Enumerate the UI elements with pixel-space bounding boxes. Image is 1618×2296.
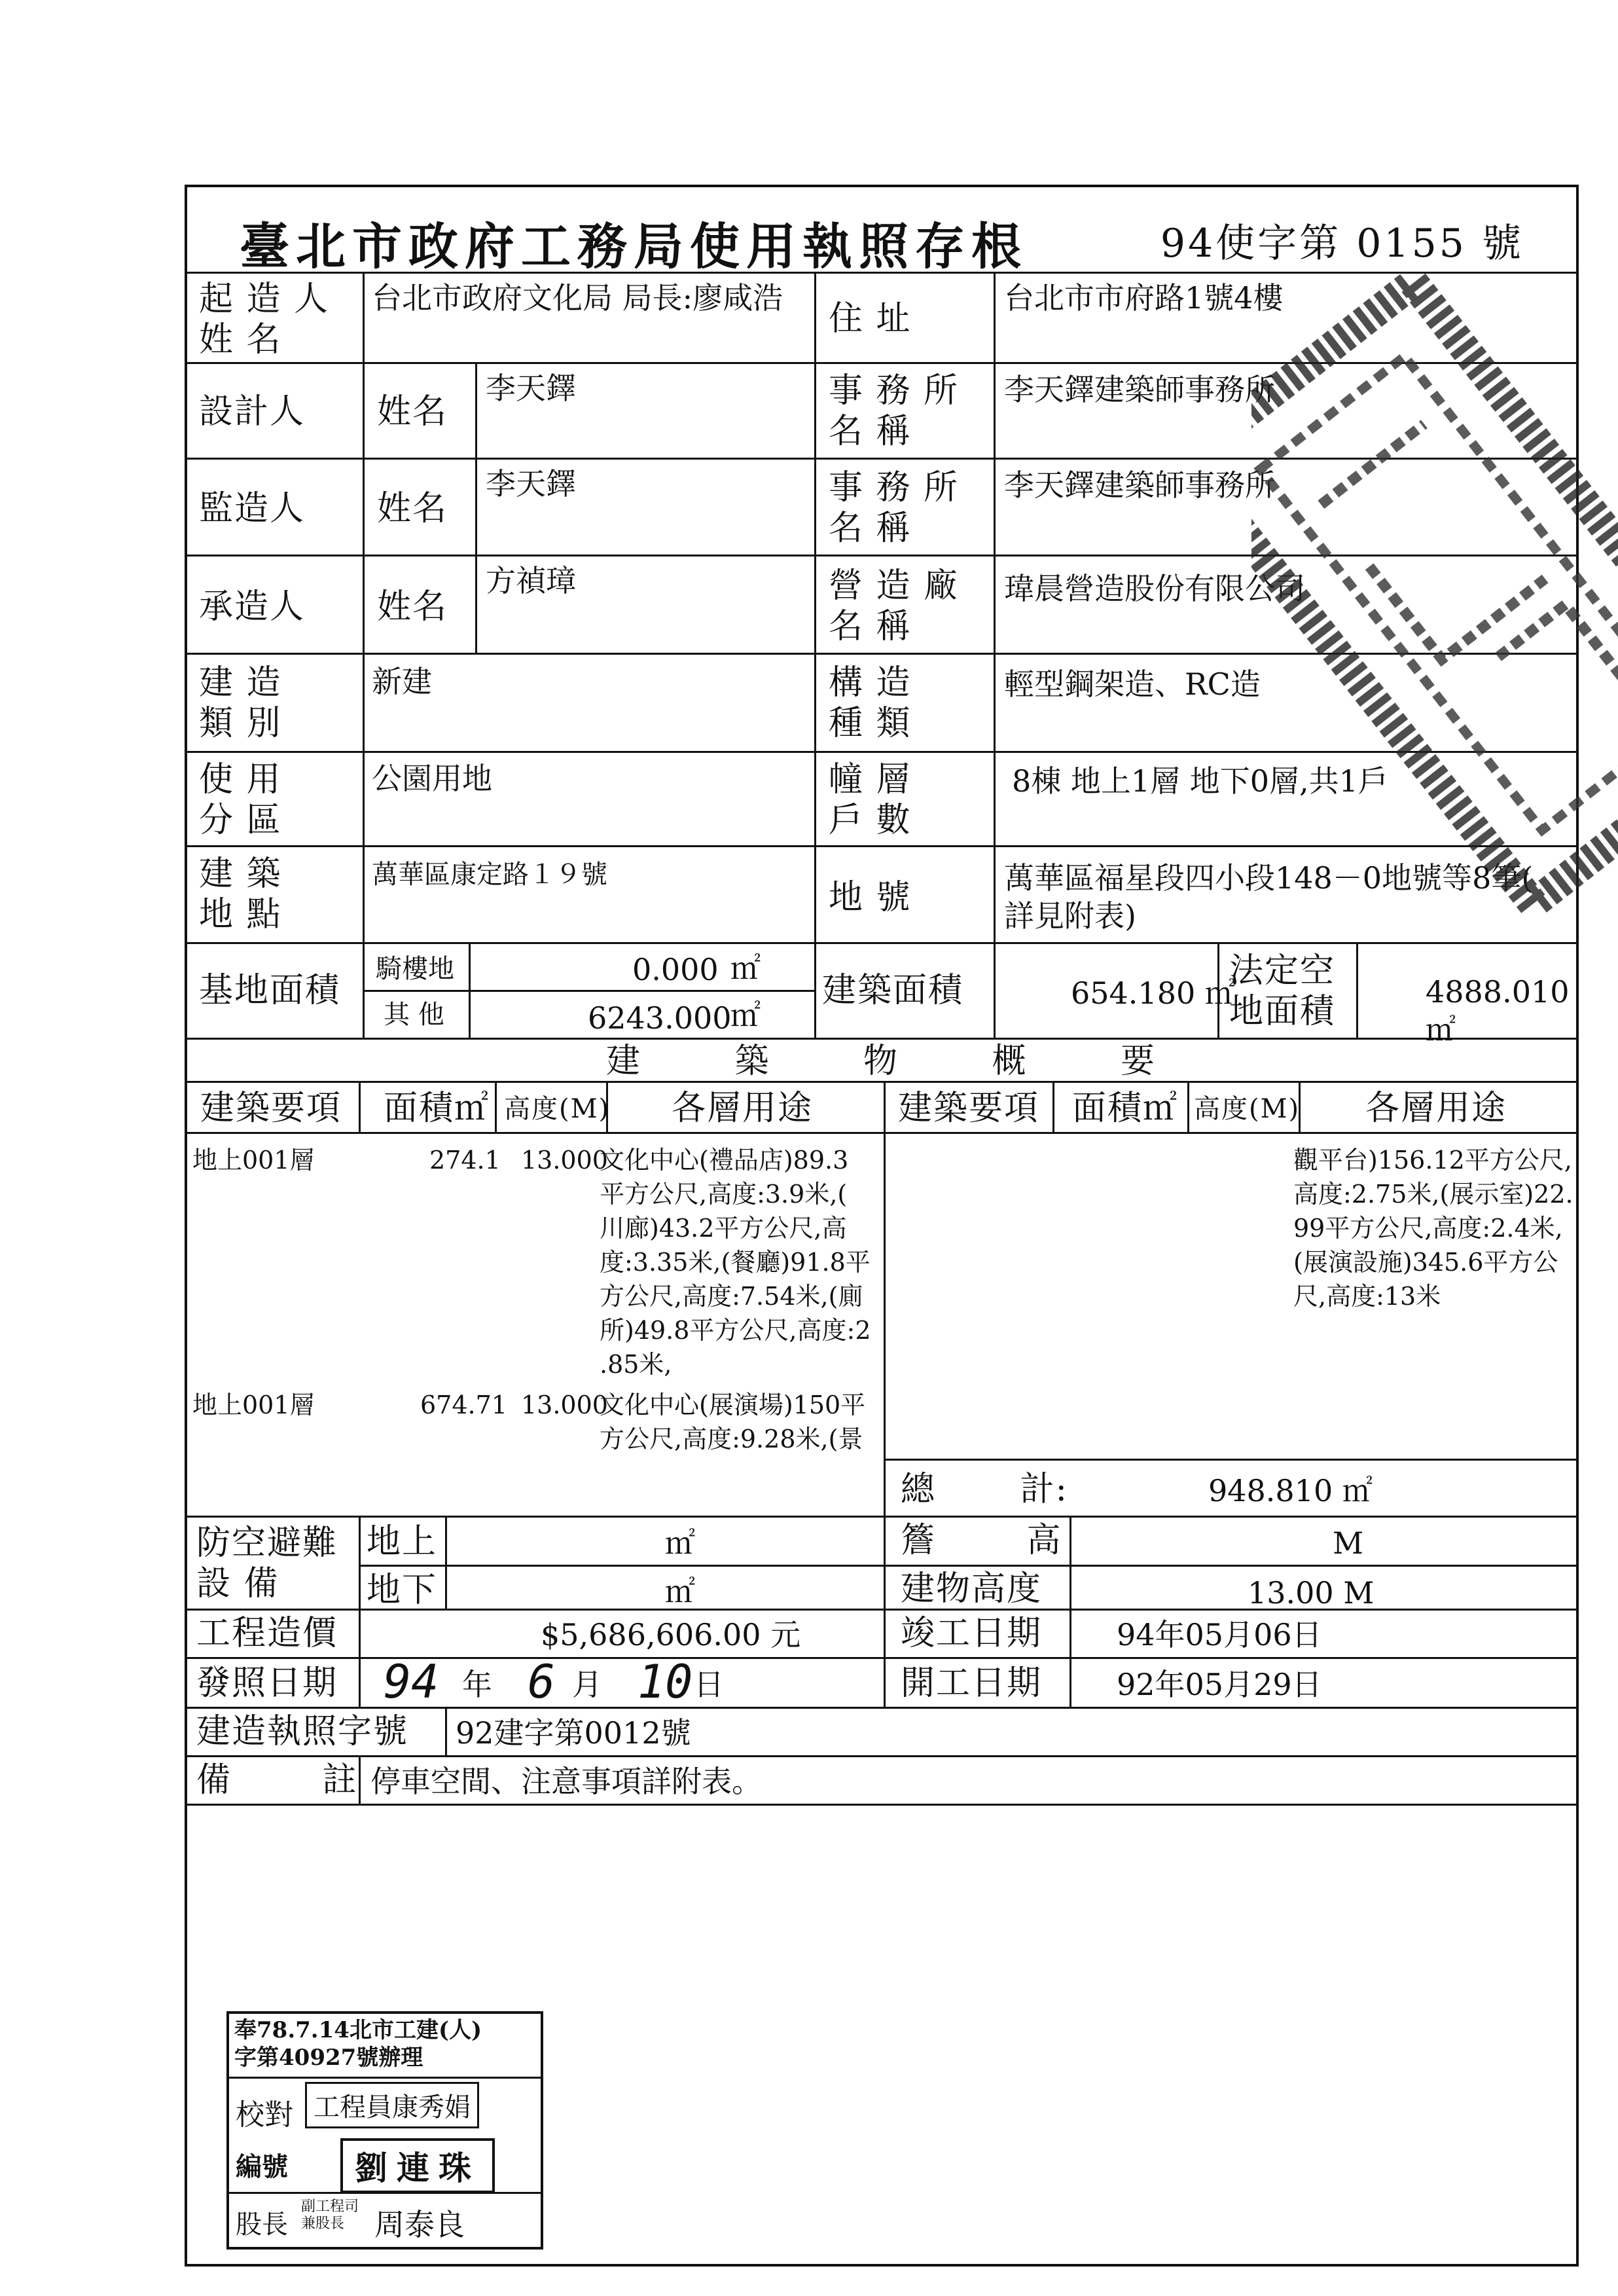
zoning-label: 使 用 分 區: [199, 760, 282, 840]
remarks-label: 備 註: [196, 1760, 358, 1800]
start-label: 開工日期: [901, 1664, 1043, 1703]
check-label: 校對: [236, 2098, 293, 2132]
shelter-below-label: 地下: [367, 1571, 438, 1610]
overview-title-row: [187, 1040, 1576, 1083]
issue-day: 10: [638, 1655, 693, 1709]
approval-stamp: [226, 2011, 543, 2250]
completion-label: 竣工日期: [901, 1614, 1043, 1653]
row-remarks: [187, 1757, 1576, 1806]
contractor-name: 方禎璋: [486, 563, 576, 598]
header-item-2: 建築要項: [898, 1089, 1040, 1128]
header-item: 建築要項: [200, 1089, 342, 1128]
designer-name-label: 姓名: [377, 392, 448, 431]
header-use-2: 各層用途: [1365, 1089, 1507, 1128]
building-height: 13.00 M: [1248, 1575, 1375, 1611]
eave-label: 簷 高: [901, 1521, 1062, 1560]
right-use-line: 高度:2.75米,(展示室)22.: [1293, 1180, 1573, 1209]
builder-label: 起 造 人 姓 名: [199, 280, 330, 359]
row1-use-line: 文化中心(禮品店)89.3: [600, 1146, 849, 1175]
supervisor-name: 李天鐸: [486, 466, 576, 501]
contractor-office: 瑋晨營造股份有限公司: [1004, 571, 1305, 606]
contractor-office-label: 營 造 廠 名 稱: [829, 566, 960, 646]
row-issue: [187, 1655, 1576, 1709]
cost-value: $5,686,606.00 元: [541, 1617, 801, 1652]
structure-label: 構 造 種 類: [829, 663, 912, 743]
row2-height: 13.000: [521, 1391, 608, 1419]
arcade-label: 騎樓地: [376, 954, 454, 984]
form-title: 臺北市政府工務局使用執照存根: [240, 217, 1028, 276]
arcade-value: 0.000: [632, 952, 719, 987]
overview-header: [187, 1083, 1576, 1134]
number-stamp: 劉連珠: [340, 2138, 495, 2193]
supervisor-office-label: 事 務 所 名 稱: [829, 468, 960, 548]
check-stamp: 工程員康秀娟: [305, 2082, 479, 2128]
row1-area: 274.1: [429, 1146, 501, 1175]
designer-office-label: 事 務 所 名 稱: [829, 371, 960, 451]
address-label: 住 址: [829, 299, 912, 338]
site-value: 萬華區康定路１９號: [372, 860, 607, 890]
right-use-line: 尺,高度:13米: [1293, 1282, 1441, 1311]
right-use-line: 99平方公尺,高度:2.4米,: [1293, 1214, 1563, 1243]
eave-height: M: [1333, 1525, 1364, 1561]
other-label: 其 他: [384, 1000, 444, 1030]
overview-title: 建 築 物 概 要: [605, 1042, 1158, 1081]
supervisor-label: 監造人: [199, 489, 306, 528]
header-area-2: 面積㎡: [1072, 1089, 1179, 1128]
lot-value: 萬華區福星段四小段148－0地號等8筆( 詳見附表): [1004, 860, 1534, 934]
floors-label: 幢 層 戶 數: [829, 760, 912, 840]
row-cost: [187, 1611, 1576, 1659]
row2-area: 674.71: [420, 1391, 507, 1419]
contractor-label: 承造人: [199, 587, 306, 627]
official-seal-imprint: [1251, 249, 1618, 936]
start-date: 92年05月29日: [1117, 1667, 1322, 1702]
right-use-continued: [1293, 1143, 1573, 1313]
row1-use: [600, 1143, 871, 1381]
completion-date: 94年05月06日: [1117, 1617, 1322, 1652]
structure-type: 輕型鋼架造、RC造: [1004, 666, 1261, 702]
build-permit-label: 建造執照字號: [196, 1712, 409, 1751]
right-use-line: 觀平台)156.12平方公尺,: [1293, 1146, 1572, 1175]
designer-name: 李天鐸: [486, 371, 576, 406]
arcade-unit: ㎡: [730, 951, 761, 986]
site-label: 建 築 地 點: [199, 854, 282, 934]
floors-value: 8棟 地上1層 地下0層,共1戶: [1012, 763, 1388, 799]
open-space-label: 法定空 地面積: [1229, 951, 1336, 1031]
chief-label: 股長: [236, 2210, 288, 2240]
issue-month: 6: [528, 1655, 556, 1709]
chief-title: 副工程司兼股長: [301, 2198, 359, 2232]
build-permit-number: 92建字第0012號: [456, 1715, 691, 1751]
open-space-area: 4888.010 ㎡: [1426, 974, 1570, 1048]
header-use: 各層用途: [672, 1089, 814, 1128]
row1-use-line: .85米,: [600, 1350, 672, 1379]
issue-label: 發照日期: [196, 1664, 338, 1703]
building-area: 654.180 ㎡: [1071, 975, 1235, 1011]
contractor-name-label: 姓名: [377, 587, 448, 627]
other-unit: ㎡: [730, 998, 761, 1033]
issue-year: 94: [384, 1655, 439, 1709]
supervisor-name-label: 姓名: [377, 489, 448, 528]
header-area: 面積㎡: [384, 1089, 490, 1128]
row1-use-line: 川廊)43.2平方公尺,高: [600, 1214, 847, 1243]
chief-name: 周泰良: [374, 2207, 465, 2242]
builder-address: 台北市市府路1號4樓: [1004, 280, 1284, 316]
cost-label: 工程造價: [196, 1614, 338, 1653]
right-use-line: (展演設施)345.6平方公: [1293, 1248, 1558, 1277]
total-area: 948.810 ㎡: [1208, 1473, 1373, 1508]
building-height-label: 建物高度: [901, 1569, 1043, 1609]
issue-month-unit: 月: [572, 1667, 602, 1702]
stamp-line2: 字第40927號辦理: [234, 2045, 423, 2071]
remarks-value: 停車空間、注意事項詳附表。: [370, 1764, 762, 1799]
construction-type: 新建: [372, 664, 432, 699]
issue-day-unit: 日: [694, 1667, 724, 1702]
shelter-above-label: 地上: [367, 1522, 438, 1561]
row-shelter: [187, 1518, 1576, 1611]
row2-use-line: 文化中心(展演場)150平: [600, 1391, 866, 1419]
designer-office: 李天鐸建築師事務所: [1004, 372, 1275, 407]
builder-name: 台北市政府文化局 局長:廖咸浩: [372, 280, 783, 316]
total-label: 總 計:: [901, 1470, 1069, 1509]
header-height: 高度(M): [504, 1094, 611, 1124]
row1-item: 地上001層: [192, 1146, 315, 1175]
designer-label: 設計人: [199, 392, 306, 431]
header-height-2: 高度(M): [1194, 1094, 1301, 1124]
overview-body: [187, 1134, 1576, 1518]
row2-use: [600, 1388, 865, 1456]
shelter-below-unit: ㎡: [665, 1574, 695, 1609]
zoning-value: 公園用地: [372, 761, 492, 796]
row1-use-line: 度:3.35米,(餐廳)91.8平: [600, 1248, 871, 1277]
permit-number: 94使字第 0155 號: [1160, 221, 1524, 266]
row-area: [187, 944, 1576, 1048]
shelter-above-unit: ㎡: [665, 1525, 695, 1561]
issue-year-unit: 年: [462, 1667, 492, 1702]
row-build-permit: [187, 1709, 1576, 1757]
construction-type-label: 建 造 類 別: [199, 663, 282, 743]
shelter-label: 防空避難 設 備: [196, 1523, 338, 1603]
building-area-label: 建築面積: [822, 971, 964, 1010]
supervisor-office: 李天鐸建築師事務所: [1004, 467, 1275, 503]
row2-use-line: 方公尺,高度:9.28米,(景: [600, 1425, 863, 1453]
row1-height: 13.000: [521, 1146, 608, 1175]
row1-use-line: 方公尺,高度:7.54米,(廁: [600, 1282, 863, 1311]
lot-label: 地 號: [829, 878, 912, 917]
row1-use-line: 所)49.8平方公尺,高度:2: [600, 1316, 871, 1345]
other-value: 6243.000: [588, 1000, 732, 1036]
number-label: 編號: [236, 2151, 288, 2182]
site-area-label: 基地面積: [199, 971, 341, 1010]
row2-item: 地上001層: [192, 1391, 315, 1419]
row1-use-line: 平方公尺,高度:3.9米,(: [600, 1180, 848, 1209]
stamp-line1: 奉78.7.14北市工建(人): [234, 2017, 482, 2043]
